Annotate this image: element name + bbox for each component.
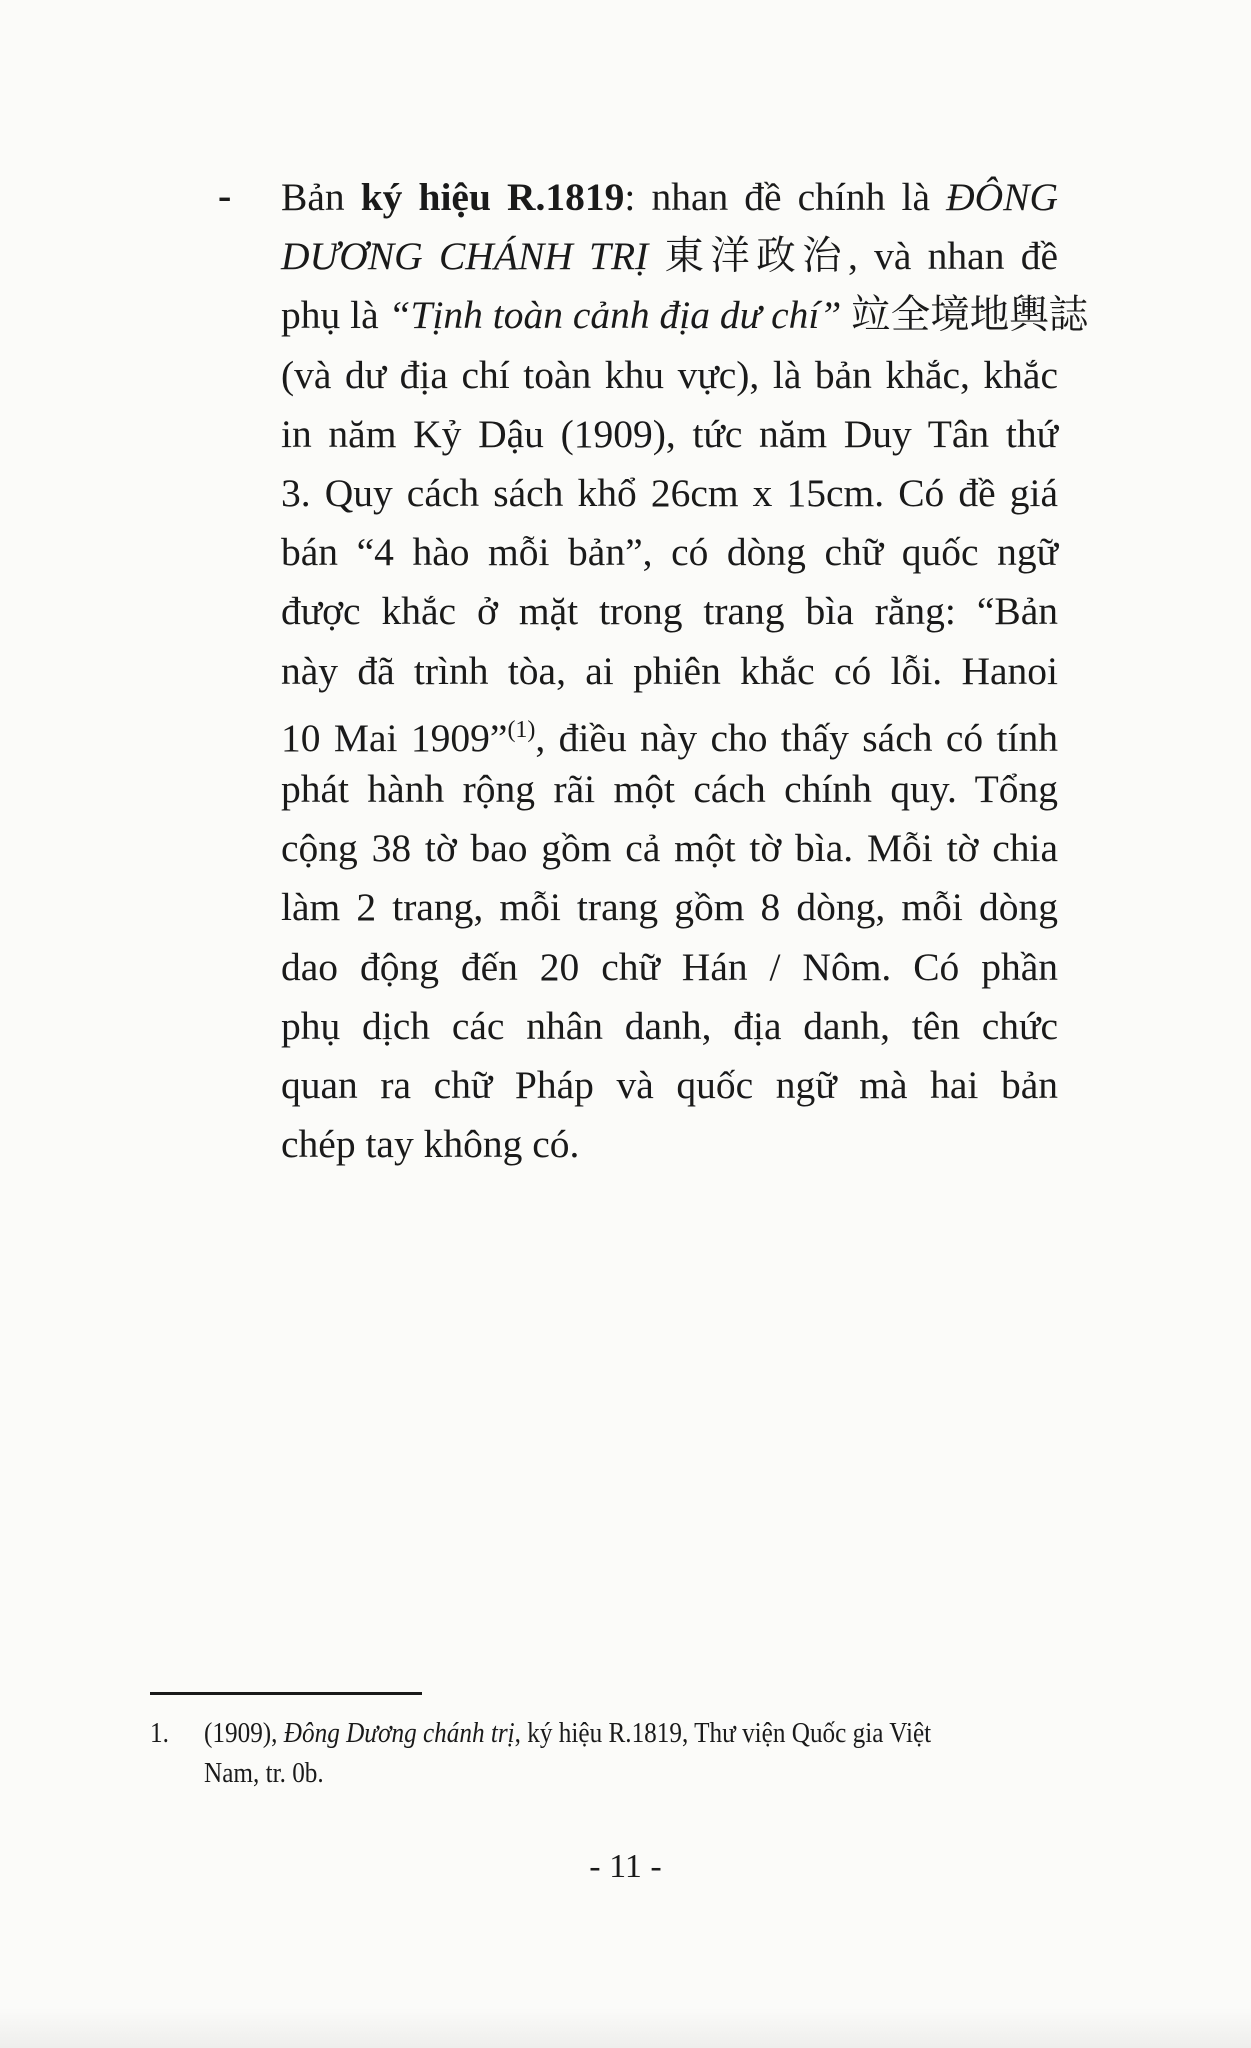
paragraph-line <box>281 409 1058 459</box>
text-segment: 竝全境地輿誌 <box>841 293 1089 338</box>
paragraph-line <box>281 764 1058 814</box>
text-segment: “Tịnh toàn cảnh địa dư chí” <box>388 293 842 338</box>
paragraph-line <box>281 231 1058 281</box>
paragraph-line <box>281 586 1058 636</box>
text-segment: ĐÔNG <box>946 175 1058 219</box>
text-segment: quan ra chữ Pháp và quốc ngữ mà hai bản <box>281 1063 1058 1107</box>
paragraph-line <box>281 882 1058 932</box>
text-segment: ký hiệu R.1819 <box>360 175 625 219</box>
text-segment: cộng 38 tờ bao gồm cả một tờ bìa. Mỗi tờ chia <box>281 826 1058 871</box>
text-segment: 3. Quy cách sách khổ 26cm x 15cm. Có đề giá <box>281 471 1058 515</box>
paragraph-line <box>281 350 1058 400</box>
paragraph-line <box>281 942 1058 992</box>
text-segment: phụ là <box>281 293 389 338</box>
text-segment: , điều này cho thấy sách có tính <box>535 715 1058 760</box>
text-segment: DƯƠNG CHÁNH TRỊ <box>281 234 649 279</box>
text-segment: (và dư địa chí toàn khu vực), là bản khắc, khắc <box>281 352 1058 397</box>
footnote-text-line-1 <box>204 1716 931 1752</box>
text-segment: , ký hiệu R.1819, Thư viện Quốc gia Việt <box>514 1718 932 1749</box>
footnote-number: 1. <box>150 1718 169 1749</box>
paragraph-line <box>281 172 1058 222</box>
paragraph-line <box>281 468 1058 518</box>
footnote-reference: (1) <box>507 716 536 743</box>
paragraph-line <box>281 823 1058 873</box>
footnote-text-line-2: Nam, tr. 0b. <box>204 1758 324 1789</box>
text-segment: này đã trình tòa, ai phiên khắc có lỗi. Hanoi <box>281 648 1058 693</box>
text-segment: Bản <box>281 175 361 219</box>
paragraph-line <box>281 705 1058 763</box>
text-segment: 10 Mai 1909” <box>281 715 508 760</box>
text-segment: in năm Kỷ Dậu (1909), tức năm Duy Tân thứ <box>281 411 1058 456</box>
text-segment: (1909), <box>204 1718 284 1749</box>
page-edge-shadow <box>0 2008 1251 2048</box>
text-segment: bán “4 hào mỗi bản”, có dòng chữ quốc ngữ <box>281 530 1058 575</box>
paragraph-line <box>281 646 1058 696</box>
page-number: - 11 - <box>589 1848 662 1885</box>
text-segment: được khắc ở mặt trong trang bìa rằng: “Bản <box>281 589 1058 634</box>
text-segment: dao động đến 20 chữ Hán / Nôm. Có phần <box>281 944 1058 989</box>
paragraph-line <box>281 1060 1058 1110</box>
text-segment: 東洋政治, và nhan đề <box>648 234 1058 279</box>
paragraph-line <box>281 290 1089 340</box>
text-segment: chép tay không có. <box>281 1122 580 1167</box>
text-segment: Đông Dương chánh trị <box>283 1718 515 1749</box>
text-segment: phụ dịch các nhân danh, địa danh, tên chức <box>281 1003 1058 1048</box>
footnote-divider <box>150 1692 422 1695</box>
paragraph-line <box>281 1119 1058 1169</box>
paragraph-line <box>281 1001 1058 1051</box>
text-segment: phát hành rộng rãi một cách chính quy. Tổng <box>281 767 1058 811</box>
text-segment: làm 2 trang, mỗi trang gồm 8 dòng, mỗi dòng <box>281 885 1058 930</box>
text-segment: : nhan đề chính là <box>624 175 947 219</box>
list-bullet: - <box>218 173 232 218</box>
paragraph-line <box>281 527 1058 577</box>
